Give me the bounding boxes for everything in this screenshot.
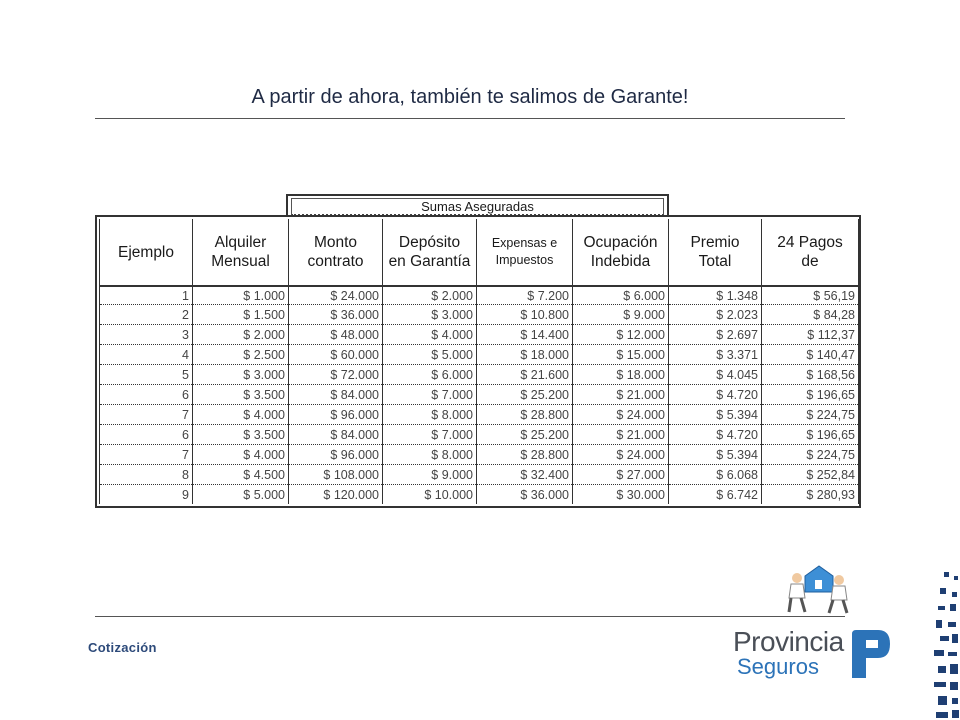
table-cell: $ 112,37 xyxy=(762,325,859,345)
table-cell: $ 6.000 xyxy=(383,365,477,385)
table-row xyxy=(100,365,859,385)
table-cell: $ 15.000 xyxy=(573,345,669,365)
table-cell: $ 5.000 xyxy=(193,485,289,505)
table-cell: $ 1.348 xyxy=(669,286,762,305)
table-cell: $ 4.000 xyxy=(193,405,289,425)
table-cell: $ 3.000 xyxy=(193,365,289,385)
table-cell: $ 280,93 xyxy=(762,485,859,505)
table-row xyxy=(100,345,859,365)
table-cell: 6 xyxy=(100,425,193,445)
col-header-expensas: Expensas e Impuestos xyxy=(477,219,573,286)
table-cell: $ 196,65 xyxy=(762,385,859,405)
table-cell: $ 10.000 xyxy=(383,485,477,505)
table-cell: $ 12.000 xyxy=(573,325,669,345)
table-cell: $ 224,75 xyxy=(762,405,859,425)
table-cell: 3 xyxy=(100,325,193,345)
table-cell: $ 25.200 xyxy=(477,425,573,445)
table-cell: $ 27.000 xyxy=(573,465,669,485)
col-header-ejemplo: Ejemplo xyxy=(100,219,193,286)
table-cell: $ 36.000 xyxy=(289,305,383,325)
table-cell: $ 3.500 xyxy=(193,425,289,445)
table-cell: $ 2.000 xyxy=(193,325,289,345)
table-cell: $ 8.000 xyxy=(383,405,477,425)
logo-wordmark: Provincia xyxy=(733,626,844,657)
table-cell: $ 2.500 xyxy=(193,345,289,365)
table-cell: $ 4.720 xyxy=(669,385,762,405)
col-header-pagos: 24 Pagos de xyxy=(762,219,859,286)
table-cell: $ 21.000 xyxy=(573,425,669,445)
col-header-ocupacion: Ocupación Indebida xyxy=(573,219,669,286)
page-title: A partir de ahora, también te salimos de Garante! xyxy=(251,86,689,108)
table-cell: $ 108.000 xyxy=(289,465,383,485)
table-cell: $ 21.000 xyxy=(573,385,669,405)
col-header-alquiler: Alquiler Mensual xyxy=(193,219,289,286)
table-cell: $ 6.068 xyxy=(669,465,762,485)
title-divider xyxy=(95,118,845,119)
table-cell: $ 5.000 xyxy=(383,345,477,365)
table-cell: 4 xyxy=(100,345,193,365)
table-cell: $ 56,19 xyxy=(762,286,859,305)
table-cell: $ 18.000 xyxy=(477,345,573,365)
footer-divider xyxy=(95,616,845,617)
table-cell: $ 4.720 xyxy=(669,425,762,445)
table-cell: $ 168,56 xyxy=(762,365,859,385)
table-row xyxy=(100,305,859,325)
table-cell: $ 1.500 xyxy=(193,305,289,325)
table-cell: $ 140,47 xyxy=(762,345,859,365)
table-row xyxy=(100,485,859,505)
table-row xyxy=(100,385,859,405)
table-cell: $ 2.000 xyxy=(383,286,477,305)
table-cell: $ 196,65 xyxy=(762,425,859,445)
table-cell: $ 84.000 xyxy=(289,425,383,445)
table-cell: $ 3.000 xyxy=(383,305,477,325)
table-cell: $ 96.000 xyxy=(289,445,383,465)
table-cell: 1 xyxy=(100,286,193,305)
table-row xyxy=(100,445,859,465)
table-cell: $ 96.000 xyxy=(289,405,383,425)
table-cell: $ 28.800 xyxy=(477,445,573,465)
footer-label: Cotización xyxy=(88,640,157,655)
people-carrying-house-icon xyxy=(785,562,849,614)
table-cell: 5 xyxy=(100,365,193,385)
table-cell: $ 32.400 xyxy=(477,465,573,485)
table-cell: $ 3.500 xyxy=(193,385,289,405)
table-row xyxy=(100,325,859,345)
table-cell: $ 7.000 xyxy=(383,385,477,405)
table-cell: 9 xyxy=(100,485,193,505)
table-cell: $ 252,84 xyxy=(762,465,859,485)
table-cell: $ 4.000 xyxy=(383,325,477,345)
sumas-aseguradas-header: Sumas Aseguradas xyxy=(291,198,664,216)
table-cell: $ 120.000 xyxy=(289,485,383,505)
table-cell: $ 4.045 xyxy=(669,365,762,385)
table-cell: $ 24.000 xyxy=(573,405,669,425)
col-header-deposito: Depósito en Garantía xyxy=(383,219,477,286)
table-cell: $ 21.600 xyxy=(477,365,573,385)
table-cell: $ 5.394 xyxy=(669,405,762,425)
table-cell: $ 28.800 xyxy=(477,405,573,425)
table-cell: $ 9.000 xyxy=(383,465,477,485)
table-cell: $ 224,75 xyxy=(762,445,859,465)
table-cell: $ 14.400 xyxy=(477,325,573,345)
table-cell: $ 1.000 xyxy=(193,286,289,305)
quote-table xyxy=(99,219,859,504)
table-cell: $ 36.000 xyxy=(477,485,573,505)
table-cell: $ 5.394 xyxy=(669,445,762,465)
table-cell: $ 7.200 xyxy=(477,286,573,305)
provincia-logo-icon xyxy=(848,628,892,680)
table-cell: $ 10.800 xyxy=(477,305,573,325)
table-cell: $ 6.742 xyxy=(669,485,762,505)
table-row xyxy=(100,425,859,445)
table-cell: $ 24.000 xyxy=(289,286,383,305)
table-cell: $ 60.000 xyxy=(289,345,383,365)
table-cell: $ 18.000 xyxy=(573,365,669,385)
table-cell: $ 3.371 xyxy=(669,345,762,365)
table-cell: $ 7.000 xyxy=(383,425,477,445)
table-cell: $ 25.200 xyxy=(477,385,573,405)
table-cell: 6 xyxy=(100,385,193,405)
table-row xyxy=(100,465,859,485)
table-cell: $ 6.000 xyxy=(573,286,669,305)
col-header-monto: Monto contrato xyxy=(289,219,383,286)
table-cell: 7 xyxy=(100,445,193,465)
table-cell: $ 48.000 xyxy=(289,325,383,345)
table-cell: 8 xyxy=(100,465,193,485)
table-row xyxy=(100,405,859,425)
table-cell: $ 4.500 xyxy=(193,465,289,485)
table-cell: 7 xyxy=(100,405,193,425)
table-cell: 2 xyxy=(100,305,193,325)
table-cell: $ 9.000 xyxy=(573,305,669,325)
table-cell: $ 84,28 xyxy=(762,305,859,325)
table-cell: $ 84.000 xyxy=(289,385,383,405)
table-cell: $ 30.000 xyxy=(573,485,669,505)
table-row xyxy=(100,286,859,305)
table-cell: $ 72.000 xyxy=(289,365,383,385)
table-cell: $ 4.000 xyxy=(193,445,289,465)
table-cell: $ 2.697 xyxy=(669,325,762,345)
table-cell: $ 8.000 xyxy=(383,445,477,465)
col-header-premio: Premio Total xyxy=(669,219,762,286)
table-cell: $ 24.000 xyxy=(573,445,669,465)
decorative-dots-icon xyxy=(928,570,960,720)
logo-subwordmark: Seguros xyxy=(737,654,819,679)
table-cell: $ 2.023 xyxy=(669,305,762,325)
